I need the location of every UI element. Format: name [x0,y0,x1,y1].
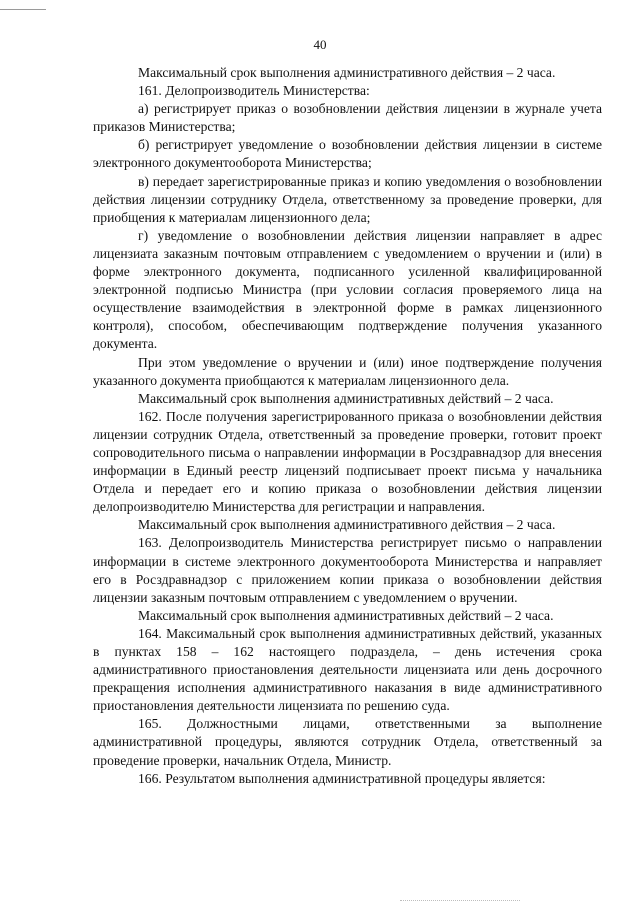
paragraph-161-v: в) передает зарегистрированные приказ и копию уведомления о возобновлении действия лицензии сотруднику Отдела, ответственному за проведение проверки, для приобщения к материалам лицензионного дела; [93,173,602,225]
scan-footer-marks [400,898,520,901]
paragraph-161-a: а) регистрирует приказ о возобновлении действия лицензии в журнале учета приказов Министерства; [93,101,602,135]
paragraph-163: 163. Делопроизводитель Министерства регистрирует письмо о направлении информации в системе электронного документооборота Министерства и направляет его в Росздравнадзор с приложением копии приказа о возобновлении действия лицензии заказным почтовым отправлением с уведомлением о вручении. [93,535,602,605]
paragraph-161: 161. Делопроизводитель Министерства: [138,83,370,99]
page-number: 40 [313,37,327,52]
paragraph-delivery-note: При этом уведомление о вручении и (или) иное подтверждение получения указанного документа приобщаются к материалам лицензионного дела. [93,354,602,388]
paragraph-162: 162. После получения зарегистрированного приказа о возобновлении действия лицензии сотрудник Отдела, ответственный за проведение проверки, готовит проект сопроводительного письма о направлении информации в Росздравнадзор для внесения информации в Единый реестр лицензий подписывает проект письма у начальника Отдела и передает его и копию приказа о возобновлении действия лицензии делопроизводителю Министерства для регистрации и направления. [93,408,602,515]
paragraph-161-b: б) регистрирует уведомление о возобновлении действия лицензии в системе электронного документооборота Министерства; [93,137,602,171]
document-body [93,64,602,788]
paragraph-max-time-2: Максимальный срок выполнения административных действий – 2 часа. [138,390,554,406]
paragraph-166: 166. Результатом выполнения административной процедуры является: [138,770,546,786]
paragraph-max-time-1: Максимальный срок выполнения административного действия – 2 часа. [138,65,556,80]
scan-corner-mark [0,0,46,10]
paragraph-max-time-4: Максимальный срок выполнения административных действий – 2 часа. [138,607,554,623]
paragraph-161-g: г) уведомление о возобновлении действия лицензии направляет в адрес лицензиата заказным почтовым отправлением с уведомлением о вручении и (или) в форме электронного документа, подписанного усиленной квалифицированной электронной подписью Министра (при условии согласия проверяемого лица на осуществление взаимодействия в электронной форме в рамках лицензионного контроля), способом, обеспечивающим подтверждение получения указанного документа. [93,227,602,352]
paragraph-164: 164. Максимальный срок выполнения административных действий, указанных в пунктах 158 – 162 настоящего подраздела, – день истечения срока административного приостановления деятельности лицензиата или день досрочного прекращения исполнения административного наказания в виде административного приостановления деятельности лицензиата по решению суда. [93,625,602,714]
paragraph-165: 165. Должностными лицами, ответственными за выполнение административной процедуры, являются сотрудник Отдела, ответственный за проведение проверки, начальник Отдела, Министр. [93,716,602,768]
paragraph-max-time-3: Максимальный срок выполнения административного действия – 2 часа. [138,517,556,533]
